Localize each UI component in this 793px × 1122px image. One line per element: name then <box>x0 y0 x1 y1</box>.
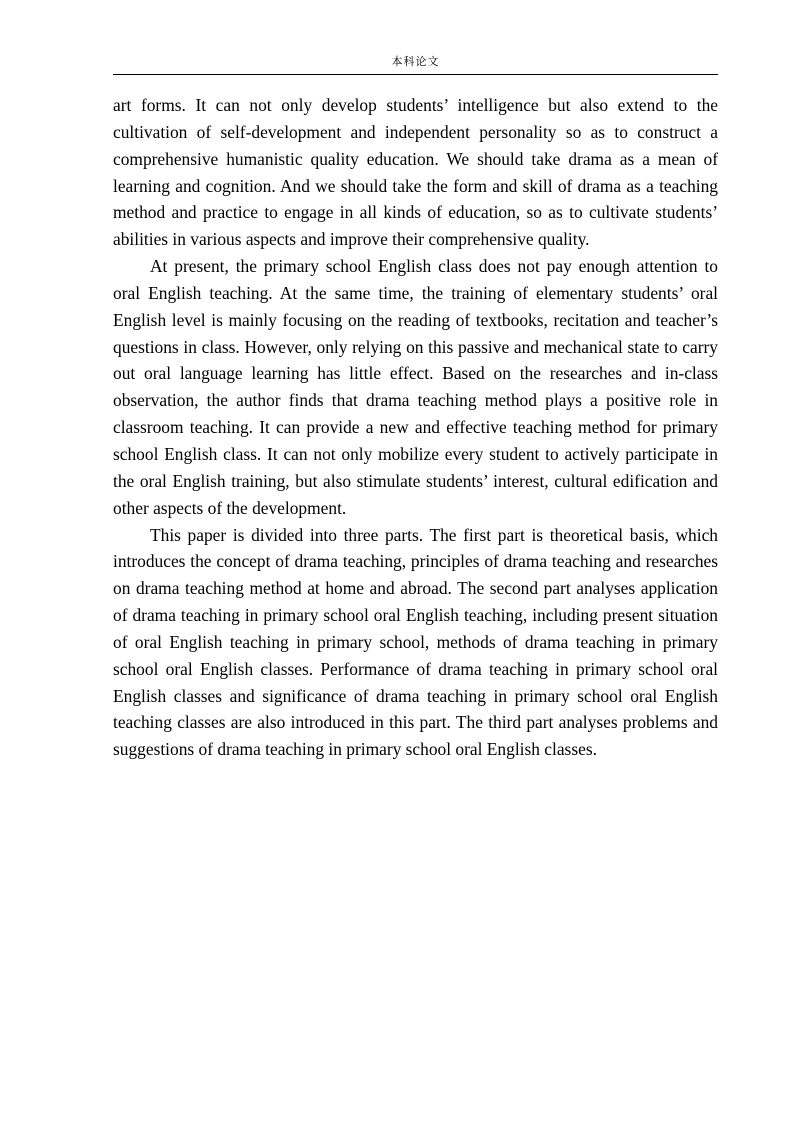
paragraph-present-situation: At present, the primary school English class does not pay enough attention to oral English teaching. At the same time, the training of elementary students’ oral English level is mainly focusing on the reading of textbooks, recitation and teacher’s questions in class. However, only relying on this passive and mechanical state to carry out oral language learning has little effect. Based on the researches and in-class observation, the author finds that drama teaching method plays a positive role in classroom teaching. It can provide a new and effective teaching method for primary school English class. It can not only mobilize every student to actively participate in the oral English training, but also stimulate students’ interest, cultural edification and other aspects of the development. <box>113 256 718 518</box>
paragraph-continued: art forms. It can not only develop students’ intelligence but also extend to the cultivation of self-development and independent personality so as to construct a comprehensive humanistic quality education. We should take drama as a mean of learning and cognition. And we should take the form and skill of drama as a teaching method and practice to engage in all kinds of education, so as to cultivate students’ abilities in various aspects and improve their comprehensive quality. <box>113 95 718 250</box>
page-header <box>113 54 718 75</box>
paragraph-paper-structure: This paper is divided into three parts. The first part is theoretical basis, which introduces the concept of drama teaching, principles of drama teaching and researches on drama teaching method at home and abroad. The second part analyses application of drama teaching in primary school oral English teaching, including present situation of oral English teaching in primary school, methods of drama teaching in primary school oral English classes. Performance of drama teaching in primary school oral English classes and significance of drama teaching in primary school oral English teaching classes are also introduced in this part. The third part analyses problems and suggestions of drama teaching in primary school oral English classes. <box>113 524 718 760</box>
header-title: 本科论文 <box>391 55 440 68</box>
document-body <box>113 92 718 763</box>
